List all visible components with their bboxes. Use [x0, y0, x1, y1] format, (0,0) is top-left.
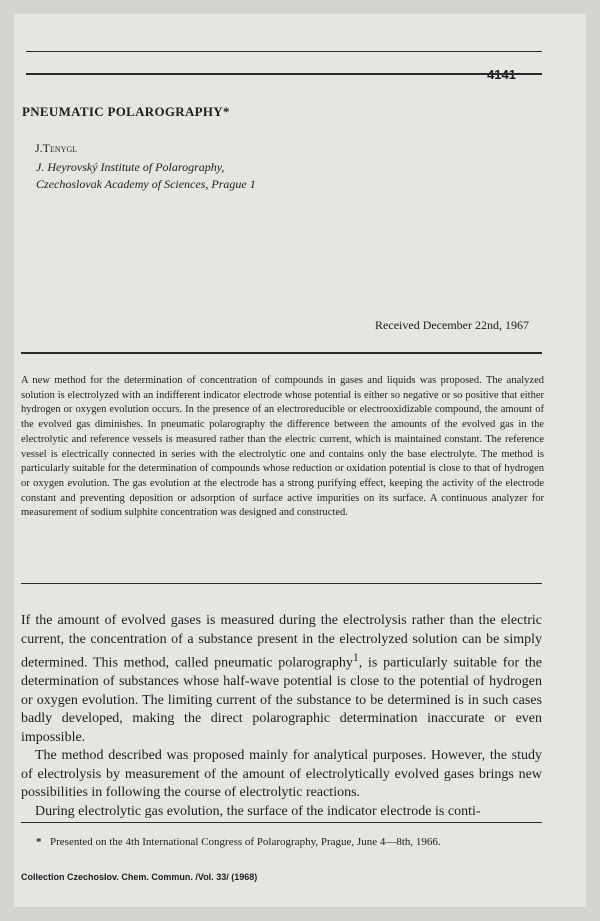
journal-page — [14, 14, 586, 907]
body-paragraph-2: The method described was proposed mainly for analytical purposes. However, the study of electrolysis by measurement of the amount of electrolytically evolved gases brings new possibilities in following the course of electrolytic reactions. — [21, 748, 542, 801]
body-paragraph-1 — [21, 612, 542, 747]
footnote-rule — [21, 822, 542, 823]
received-date: Received December 22nd, 1967 — [375, 318, 529, 332]
header-top-rule — [26, 51, 542, 52]
article-title: PNEUMATIC POLAROGRAPHY* — [22, 104, 230, 119]
abstract-top-rule — [21, 352, 542, 354]
abstract-bottom-rule — [21, 583, 542, 584]
page-number: 4141 — [487, 67, 516, 82]
affiliation-line-2: Czechoslovak Academy of Sciences, Prague 1 — [36, 177, 256, 191]
affiliation-line-1: J. Heyrovský Institute of Polarography, — [36, 160, 225, 174]
author-name: J.Tenygl — [35, 141, 78, 155]
body-paragraph-1-start: If the amount of evolved gases is measured during the electrolysis rather than the electric current, the concentration of a substance present in the electrolyzed solution can be simply determined. This method, called pneumatic polarography — [21, 613, 542, 671]
reference-marker: 1 — [352, 651, 359, 664]
footnote-text: Presented on the 4th International Congress of Polarography, Prague, June 4—8th, 1966. — [50, 836, 441, 848]
body-paragraph-1-end: , is particularly suitable for the determination of substances whose half-wave potential is close to the potential of hydrogen or oxygen evolution. The limiting current of the substance to be determined is in such cases badly developed, making the direct polarographic determination inaccurate or even impossible. — [21, 655, 542, 745]
footnote — [36, 836, 441, 848]
abstract-text: A new method for the determination of concentration of compounds in gases and liquids was proposed. The analyzed solution is electrolyzed with an indifferent indicator electrode whose potential is either so negative or so positive that either hydrogen or oxygen evolution occurs. In the presence of an electroreducible or electrooxidizable compound, the amount of the evolved gas diminishes. In pneumatic polarography the difference between the amounts of the evolved gas in the electrolytic and reference vessels is measured rather than the electric current, which is maintained constant. The reference vessel is electrically connected in series with the electrolytic one and contains only the base electrolyte. The method is particularly suitable for the determination of compounds whose reduction or oxidation potential is close to that of hydrogen or oxygen evolution. The gas evolution at the electrode has a strong purifying effect, keeping the activity of the electrode constant and preventing deposition or adsorption of surface active impurities on its surface. A continuous analyzer for measurement of sodium sulphite concentration was designed and constructed. — [21, 375, 544, 519]
footnote-marker: * — [36, 836, 42, 848]
header-bottom-rule — [26, 73, 542, 75]
journal-citation: Collection Czechoslov. Chem. Commun. /Vol. 33/ (1968) — [21, 872, 258, 882]
body-text — [21, 612, 542, 821]
body-paragraph-3: During electrolytic gas evolution, the surface of the indicator electrode is conti- — [35, 803, 481, 819]
